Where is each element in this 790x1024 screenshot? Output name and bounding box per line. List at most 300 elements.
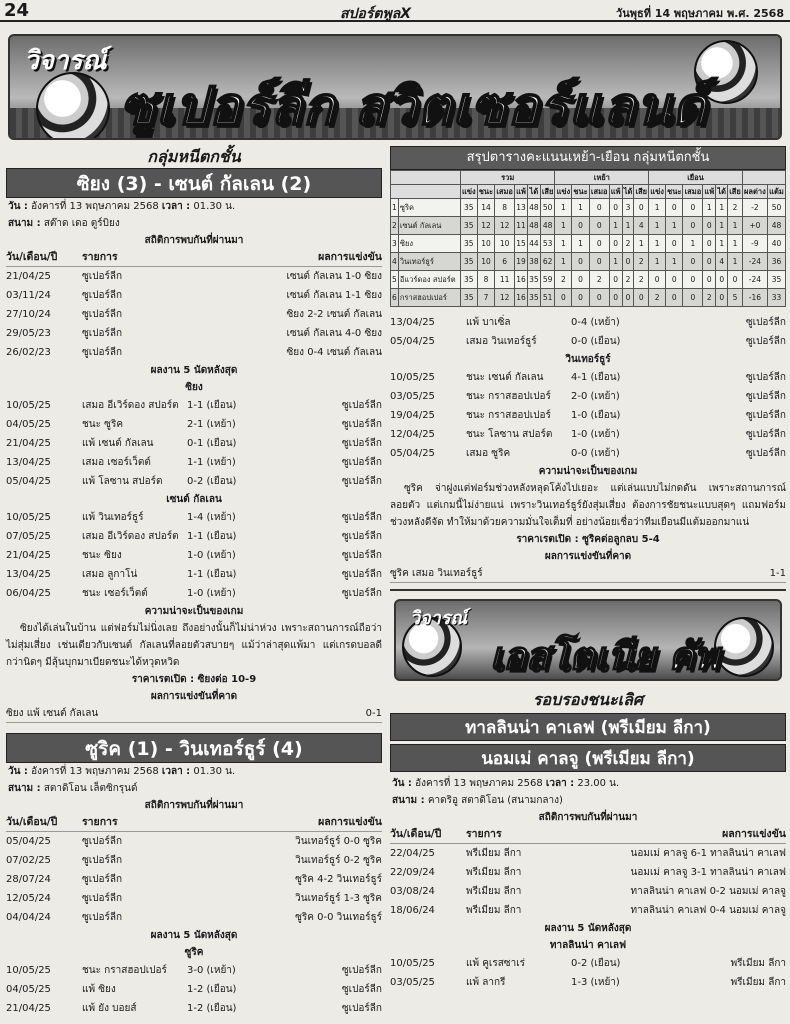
- match-date: 04/05/25: [6, 984, 51, 995]
- stat-cell: 0: [609, 235, 622, 253]
- match-datetime: วัน : อังคารที่ 13 พฤษภาคม 2568 เวลา : 01.30 น.: [8, 766, 236, 777]
- match-result: ซิยง 0-4 เซนต์ กัลเลน: [286, 347, 382, 358]
- venue-type: (เหย้า): [590, 429, 620, 440]
- stat-cell: 0: [609, 199, 622, 217]
- competition: ซูเปอร์ลีก: [745, 410, 786, 421]
- competition: พรีเมียม ลีกา: [730, 977, 786, 988]
- match-result: เซนต์ กัลเลน 1-0 ซิยง: [286, 271, 382, 282]
- standings-row: [391, 271, 786, 289]
- rank: 3: [391, 235, 399, 253]
- score: 0-2: [187, 476, 204, 487]
- match-result: เซนต์ กัลเลน 1-1 ซิยง: [286, 290, 382, 301]
- competition: ซูเปอร์ลีก: [341, 512, 382, 523]
- form-row: [6, 961, 382, 980]
- stat-cell: 1: [649, 199, 666, 217]
- form-result: ชนะ กราสฮอปเปอร์: [466, 391, 551, 402]
- stat-cell: 35: [528, 271, 541, 289]
- score-venue: [187, 961, 277, 980]
- stat-cell: 1: [609, 217, 622, 235]
- match-date: 22/04/25: [390, 848, 435, 859]
- competition: พรีเมียม ลีกา: [466, 905, 522, 916]
- competition: ซูเปอร์ลีก: [341, 569, 382, 580]
- page-number: 24: [4, 0, 30, 21]
- stat-cell: 10: [477, 253, 494, 271]
- score: 1-3: [571, 977, 588, 988]
- match-date: 19/04/25: [390, 410, 435, 421]
- prediction: ซิยง แพ้ เซนต์ กัลเลน 0-1: [6, 705, 382, 723]
- score: 1-0: [571, 429, 588, 440]
- form-row: [390, 973, 786, 992]
- stat-cell: 36: [767, 253, 785, 271]
- standings-col-header: แต้ม: [767, 185, 785, 199]
- team-name: ซูริค: [184, 947, 204, 958]
- team-name: วินเทอร์ธูร์: [565, 354, 611, 365]
- stat-cell: 0: [555, 289, 572, 307]
- competition: ซูเปอร์ลีก: [745, 336, 786, 347]
- stat-cell: 1: [555, 199, 572, 217]
- stat-cell: 0: [572, 289, 589, 307]
- stat-cell: 1: [728, 235, 743, 253]
- stat-cell: 1: [609, 253, 622, 271]
- stat-cell: 35: [460, 289, 477, 307]
- score: 3-0: [187, 965, 204, 976]
- stat-cell: 48: [767, 217, 785, 235]
- standings-col-header: แพ้: [515, 185, 528, 199]
- standings-col-header: เสีย: [728, 185, 743, 199]
- standings-col-header: แข่ง: [555, 185, 572, 199]
- stat-cell: 48: [540, 217, 555, 235]
- form-row: [390, 425, 786, 444]
- analysis-title: ความน่าจะเป็นของเกม: [538, 466, 638, 477]
- match-date: 13/04/25: [6, 457, 51, 468]
- stat-cell: 11: [515, 217, 528, 235]
- h2h-row: [6, 305, 382, 324]
- stat-cell: 1: [716, 235, 728, 253]
- venue-type: (เยือน): [206, 400, 237, 411]
- stat-cell: 1: [728, 217, 743, 235]
- stat-cell: 12: [495, 289, 515, 307]
- form-row: [390, 387, 786, 406]
- venue-type: (เหย้า): [590, 317, 620, 328]
- score: 1-1: [187, 400, 204, 411]
- stat-cell: 1: [649, 217, 666, 235]
- score: 2-1: [187, 419, 204, 430]
- match-result: ซูริค 0-0 วินเทอร์ธูร์: [295, 912, 382, 923]
- standings-table: [390, 170, 786, 307]
- stat-cell: 59: [540, 271, 555, 289]
- h2h-row: [6, 286, 382, 305]
- h2h-list: [390, 844, 786, 920]
- stat-cell: 1: [666, 253, 683, 271]
- match-date: 03/11/24: [6, 290, 51, 301]
- score: 1-1: [187, 457, 204, 468]
- stat-cell: 4: [716, 253, 728, 271]
- stat-cell: 1: [728, 253, 743, 271]
- match-date: 21/04/25: [6, 1003, 51, 1014]
- form-row: [6, 546, 382, 565]
- stat-cell: 1: [716, 199, 728, 217]
- stat-cell: 15: [515, 235, 528, 253]
- competition: ซูเปอร์ลีก: [341, 531, 382, 542]
- score: 1-2: [187, 1003, 204, 1014]
- stat-cell: 35: [528, 289, 541, 307]
- venue-type: (เหย้า): [206, 512, 236, 523]
- match-date: 07/02/25: [6, 855, 51, 866]
- match-date: 04/04/24: [6, 912, 51, 923]
- form-list: [6, 961, 382, 1018]
- stat-cell: 8: [477, 271, 494, 289]
- prediction-title: ผลการแข่งขันที่คาด: [150, 691, 238, 702]
- team-a-title: ทาลลินน่า คาเลฟ (พรีเมียม ลีกา): [390, 713, 786, 741]
- match-result: วินเทอร์ธูร์ 0-0 ซูริค: [295, 836, 382, 847]
- standings-subheader: [391, 185, 786, 199]
- stat-cell: -2: [742, 199, 767, 217]
- stat-cell: 1: [634, 235, 649, 253]
- competition: ซูเปอร์ลีก: [341, 588, 382, 599]
- stat-cell: 2: [703, 289, 716, 307]
- standings-row: [391, 235, 786, 253]
- score-venue: [187, 434, 277, 453]
- h2h-header: วัน/เดือน/ปี รายการ ผลการแข่งขัน: [6, 814, 382, 832]
- stat-cell: 2: [589, 271, 609, 289]
- venue-type: (เหย้า): [590, 448, 620, 459]
- stat-cell: 0: [716, 271, 728, 289]
- team-name: ซูริค: [398, 199, 460, 217]
- h2h-row: [6, 851, 382, 870]
- score: 2-0: [571, 391, 588, 402]
- form-result: เสมอ เซอร์เว็ตต์: [82, 457, 151, 468]
- stat-cell: 1: [555, 235, 572, 253]
- score: 1-1: [187, 531, 204, 542]
- form-row: [6, 980, 382, 999]
- stat-cell: 50: [767, 199, 785, 217]
- match-date: 28/07/24: [6, 874, 51, 885]
- estonia-cup-banner: [394, 599, 782, 681]
- standings-col-header: แข่ง: [649, 185, 666, 199]
- stat-cell: -24: [742, 271, 767, 289]
- standings-col-header: เสมอ: [589, 185, 609, 199]
- score-venue: [571, 406, 661, 425]
- stat-cell: 10: [477, 235, 494, 253]
- stat-cell: 35: [460, 271, 477, 289]
- standings-col-header: เสมอ: [495, 185, 515, 199]
- match-date: 22/09/24: [390, 867, 435, 878]
- stat-cell: 6: [495, 253, 515, 271]
- stat-cell: 0: [572, 271, 589, 289]
- match-date: 18/06/24: [390, 905, 435, 916]
- score-venue: [187, 396, 277, 415]
- match-result: นอมเม่ คาลจู 3-1 ทาลลินน่า คาเลฟ: [630, 867, 786, 878]
- h2h-row: [6, 832, 382, 851]
- stat-cell: 0: [703, 271, 716, 289]
- match-venue: สนาม : สต๊าด เดอ ตูร์บิยง: [8, 218, 120, 229]
- stat-cell: 7: [477, 289, 494, 307]
- standings-col-header: เสีย: [540, 185, 555, 199]
- stat-cell: 50: [540, 199, 555, 217]
- form-row: [390, 954, 786, 973]
- standings-col-header: ผลต่าง: [742, 185, 767, 199]
- venue-type: (เยือน): [206, 984, 237, 995]
- stat-cell: 35: [460, 253, 477, 271]
- rank: 5: [391, 271, 399, 289]
- score-venue: [187, 999, 277, 1018]
- stat-cell: 0: [683, 217, 703, 235]
- form-result: ชนะ โลซาน สปอร์ต: [466, 429, 553, 440]
- standings-col-header: แพ้: [703, 185, 716, 199]
- form-row: [6, 565, 382, 584]
- stat-cell: 1: [572, 235, 589, 253]
- competition: ซูเปอร์ลีก: [341, 438, 382, 449]
- banner-title: เอสโตเนีย คัพ: [490, 634, 720, 678]
- stat-cell: 2: [649, 289, 666, 307]
- score: 1-2: [187, 984, 204, 995]
- form-title: ผลงาน 5 นัดหลังสุด: [150, 930, 238, 941]
- stat-cell: 0: [683, 289, 703, 307]
- match-date: 29/05/23: [6, 328, 51, 339]
- competition: ซูเปอร์ลีก: [341, 1003, 382, 1014]
- stat-cell: 38: [528, 253, 541, 271]
- h2h-row: [6, 324, 382, 343]
- form-row: [390, 332, 786, 351]
- standings-col-header: เสมอ: [683, 185, 703, 199]
- competition: ซูเปอร์ลีก: [745, 391, 786, 402]
- form-result: แพ้ โลซาน สปอร์ต: [82, 476, 163, 487]
- venue-type: (เยือน): [590, 372, 621, 383]
- competition: พรีเมียม ลีกา: [466, 886, 522, 897]
- score: 0-4: [571, 317, 588, 328]
- match-venue: สนาม : สตาดิโอน เล็ตซิกรุนด์: [8, 783, 138, 794]
- competition: พรีเมียม ลีกา: [730, 958, 786, 969]
- stat-cell: 4: [634, 217, 649, 235]
- score-venue: [187, 584, 277, 603]
- venue-type: (เหย้า): [590, 391, 620, 402]
- stat-cell: 2: [728, 199, 743, 217]
- h2h-row: [6, 889, 382, 908]
- analysis-text: ซูริค จ่าฝูงแต่ฟอร์มช่วงหลังหลุดโค้งไปเยอะ แต่เล่นแบบไม่กดดัน เพราะสถานการณ์ลอยตัว แต่เกมนี้ไม่ง่ายแน่ เพราะวินเทอร์ธูร์ยังสุ่มเสี่ยง ต้องการชัยชนะแบบสุดๆ แถมฟอร์มช่วงหลังดีจัด ทำให้มาด้วยความมั่นใจเต็มที่ อย่างน้อยเชื่อว่าทีมเยือนมีแต้มออกมาแน่: [390, 483, 786, 528]
- standings-row: [391, 253, 786, 271]
- match-result: ทาลลินน่า คาเลฟ 0-2 นอมเม่ คาลจู: [630, 886, 786, 897]
- stat-cell: 0: [703, 253, 716, 271]
- rank: 4: [391, 253, 399, 271]
- form-row: [6, 999, 382, 1018]
- prediction-title: ผลการแข่งขันที่คาด: [544, 551, 632, 562]
- banner-label: วิจารณ์: [24, 46, 107, 76]
- stat-cell: 0: [703, 217, 716, 235]
- match-title: ซูริค (1) - วินเทอร์ธูร์ (4): [6, 733, 382, 763]
- competition: ซูเปอร์ลีก: [82, 874, 123, 885]
- match-date: 26/02/23: [6, 347, 51, 358]
- match-venue: สนาม : คาดริอู สตาดิโอน (สนามกลาง): [392, 795, 563, 806]
- h2h-row: [6, 267, 382, 286]
- match-date: 10/05/25: [6, 965, 51, 976]
- score: 4-1: [571, 372, 588, 383]
- stat-cell: 1: [622, 217, 634, 235]
- stat-cell: 48: [528, 199, 541, 217]
- match-date: 03/05/25: [390, 977, 435, 988]
- stat-cell: 0: [622, 289, 634, 307]
- stat-cell: 1: [716, 217, 728, 235]
- stat-cell: 11: [495, 271, 515, 289]
- form-result: เสมอ อีเวิร์ดอง สปอร์ต: [82, 400, 179, 411]
- standings-col-header: ชนะ: [477, 185, 494, 199]
- form-result: แพ้ บาเซิ่ล: [466, 317, 511, 328]
- prediction: ซูริค เสมอ วินเทอร์ธูร์ 1-1: [390, 565, 786, 583]
- venue-type: (เยือน): [206, 531, 237, 542]
- stat-cell: 16: [515, 271, 528, 289]
- venue-type: (เหย้า): [206, 419, 236, 430]
- form-result: ชนะ ซูริค: [82, 419, 124, 430]
- form-row: [390, 444, 786, 463]
- form-title: ผลงาน 5 นัดหลังสุด: [150, 365, 238, 376]
- h2h-title: สถิติการพบกันที่ผ่านมา: [144, 800, 244, 811]
- score: 0-0: [571, 448, 588, 459]
- match-result: ซิยง 2-2 เซนต์ กัลเลน: [286, 309, 382, 320]
- team-name: ซิยง: [185, 382, 203, 393]
- stat-cell: +0: [742, 217, 767, 235]
- competition: ซูเปอร์ลีก: [745, 429, 786, 440]
- score-venue: [187, 472, 277, 491]
- competition: ซูเปอร์ลีก: [745, 317, 786, 328]
- stat-cell: 0: [666, 199, 683, 217]
- score-venue: [571, 332, 661, 351]
- score: 1-0: [571, 410, 588, 421]
- stat-cell: 0: [716, 289, 728, 307]
- score: 0-0: [571, 336, 588, 347]
- match-date: 13/04/25: [390, 317, 435, 328]
- stat-cell: 0: [683, 199, 703, 217]
- stat-cell: 0: [634, 199, 649, 217]
- match-result: ทาลลินน่า คาเลฟ 0-4 นอมเม่ คาลจู: [630, 905, 786, 916]
- standings-row: [391, 289, 786, 307]
- stat-cell: 19: [515, 253, 528, 271]
- team-name: อีแวร์ดอง สปอร์ต: [398, 271, 460, 289]
- competition: ซูเปอร์ลีก: [341, 550, 382, 561]
- stat-cell: 0: [666, 235, 683, 253]
- competition: ซูเปอร์ลีก: [82, 290, 123, 301]
- issue-date: วันพุธที่ 14 พฤษภาคม พ.ศ. 2568: [616, 7, 784, 20]
- stat-cell: 0: [622, 253, 634, 271]
- competition: ซูเปอร์ลีก: [341, 419, 382, 430]
- stat-cell: 0: [634, 289, 649, 307]
- h2h-title: สถิติการพบกันที่ผ่านมา: [538, 812, 638, 823]
- stat-cell: 0: [609, 289, 622, 307]
- match-date: 05/04/25: [390, 336, 435, 347]
- stat-cell: 1: [703, 199, 716, 217]
- match-date: 05/04/25: [390, 448, 435, 459]
- h2h-row: [390, 844, 786, 863]
- standings-col-header: ชนะ: [572, 185, 589, 199]
- venue-type: (เยือน): [590, 336, 621, 347]
- score: 0-1: [187, 438, 204, 449]
- h2h-row: [390, 882, 786, 901]
- form-row: [6, 508, 382, 527]
- stat-cell: 53: [540, 235, 555, 253]
- stat-cell: 35: [460, 199, 477, 217]
- stat-cell: 3: [622, 199, 634, 217]
- venue-type: (เหย้า): [590, 977, 620, 988]
- form-result: แพ้ เซนต์ กัลเลน: [82, 438, 154, 449]
- venue-type: (เยือน): [590, 410, 621, 421]
- form-row: [6, 434, 382, 453]
- standings-col-header: ได้: [622, 185, 634, 199]
- competition: ซูเปอร์ลีก: [82, 309, 123, 320]
- venue-type: (เหย้า): [206, 550, 236, 561]
- competition: ซูเปอร์ลีก: [341, 457, 382, 468]
- competition: ซูเปอร์ลีก: [341, 400, 382, 411]
- stat-cell: 0: [703, 235, 716, 253]
- competition: ซูเปอร์ลีก: [82, 855, 123, 866]
- score: 1-0: [187, 550, 204, 561]
- competition: ซูเปอร์ลีก: [745, 448, 786, 459]
- match-datetime: วัน : อังคารที่ 13 พฤษภาคม 2568 เวลา : 01.30 น.: [8, 201, 236, 212]
- stat-cell: 5: [728, 289, 743, 307]
- score-venue: [187, 415, 277, 434]
- standings-col-header: เสีย: [634, 185, 649, 199]
- rank: 6: [391, 289, 399, 307]
- stat-cell: 35: [460, 217, 477, 235]
- stat-cell: 40: [767, 235, 785, 253]
- score-venue: [571, 425, 661, 444]
- stat-cell: 0: [572, 217, 589, 235]
- stat-cell: 1: [555, 253, 572, 271]
- form-list: [6, 396, 382, 491]
- form-result: แพ้ คูเรสซาเร่: [466, 958, 525, 969]
- stat-cell: 8: [495, 199, 515, 217]
- score-venue: [187, 980, 277, 999]
- score-venue: [187, 546, 277, 565]
- venue-type: (เยือน): [206, 476, 237, 487]
- stat-cell: 2: [622, 271, 634, 289]
- form-result: ชนะ กราสฮอปเปอร์: [466, 410, 551, 421]
- team-name: วินเทอร์ธูร์: [398, 253, 460, 271]
- match-date: 05/04/25: [6, 476, 51, 487]
- stat-cell: 1: [555, 217, 572, 235]
- standings-col-header: แข่ง: [460, 185, 477, 199]
- stat-cell: 12: [477, 217, 494, 235]
- banner-title: ซูเปอร์ลีก สวิตเซอร์แลนด์: [120, 77, 708, 137]
- score-venue: [187, 453, 277, 472]
- h2h-row: [6, 908, 382, 927]
- form-result: แพ้ วินเทอร์ธูร์: [82, 512, 144, 523]
- match-result: วินเทอร์ธูร์ 1-3 ซูริค: [295, 893, 382, 904]
- form-result: ชนะ เซอร์เว็ตต์: [82, 588, 148, 599]
- form-list: [390, 954, 786, 992]
- stat-cell: 12: [495, 217, 515, 235]
- stat-cell: 2: [622, 235, 634, 253]
- match-date: 10/05/25: [6, 400, 51, 411]
- standings-row: [391, 217, 786, 235]
- venue-type: (เยือน): [206, 438, 237, 449]
- competition: ซูเปอร์ลีก: [341, 965, 382, 976]
- match-date: 13/04/25: [6, 569, 51, 580]
- form-row: [6, 415, 382, 434]
- standings-title: สรุปตารางคะแนนเหย้า-เยือน กลุ่มหนีตกชั้น: [390, 146, 786, 170]
- venue-type: (เหย้า): [206, 588, 236, 599]
- team-name: ทาลลินน่า คาเลฟ: [549, 940, 627, 951]
- form-result: ชนะ ซิยง: [82, 550, 122, 561]
- competition: ซูเปอร์ลีก: [82, 328, 123, 339]
- rank: 2: [391, 217, 399, 235]
- form-list: [6, 508, 382, 603]
- stat-cell: 0: [683, 271, 703, 289]
- rank: 1: [391, 199, 399, 217]
- stat-cell: 2: [634, 253, 649, 271]
- match-date: 12/05/24: [6, 893, 51, 904]
- match-date: 21/04/25: [6, 550, 51, 561]
- stat-cell: 0: [666, 271, 683, 289]
- score-venue: [571, 973, 661, 992]
- left-column: [6, 146, 382, 1018]
